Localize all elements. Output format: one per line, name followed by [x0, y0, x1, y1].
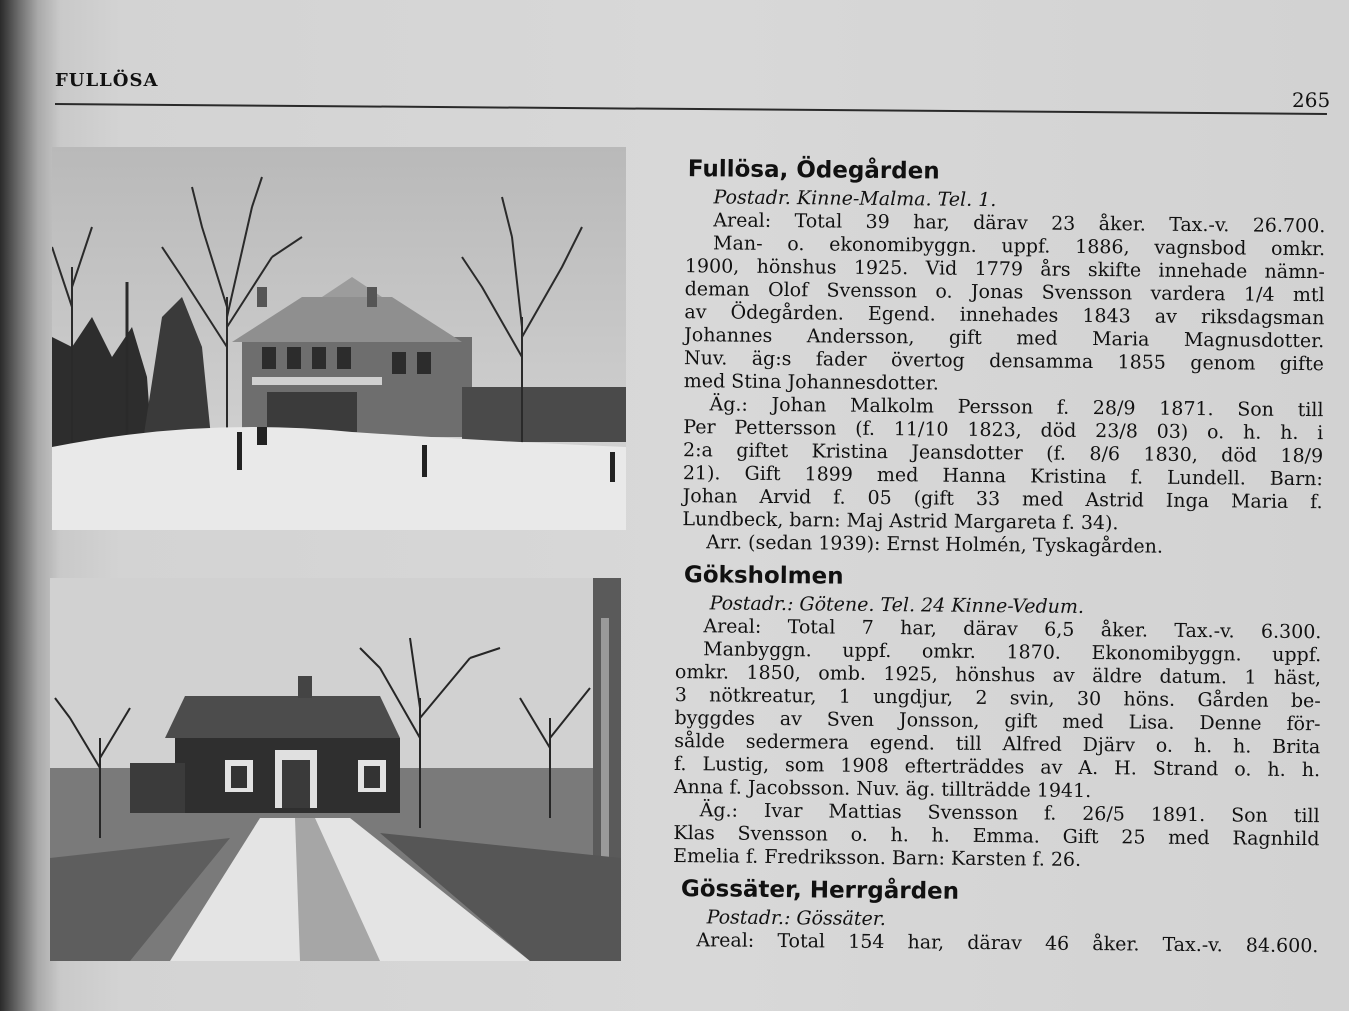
text-line: byggdes av Sven Jonsson, gift med Lisa. Denne för- — [674, 707, 1321, 736]
text-line: Arr. (sedan 1939): Ernst Holmén, Tyskagården. — [706, 531, 1164, 558]
text-line: av Ödegården. Egend. innehades 1843 av riksdagsman — [684, 301, 1325, 330]
text-line: 3 nötkreatur, 1 ungdjur, 2 svin, 30 höns. Gården be- — [674, 684, 1321, 713]
text-line: Per Pettersson (f. 11/10 1823, död 23/8 03) o. h. h. i — [683, 416, 1324, 445]
text-line: Emelia f. Fredriksson. Barn: Karsten f. 26. — [673, 845, 1082, 871]
photo-house-winter-image — [52, 147, 626, 530]
text-line: omkr. 1850, omb. 1925, hönshus av äldre datum. 1 häst, — [674, 661, 1322, 690]
entry-body — [673, 615, 1321, 874]
text-line: Areal: Total 154 har, därav 46 åker. Tax.-v. 84.600. — [696, 929, 1319, 958]
page-number: 265 — [1292, 88, 1331, 112]
text-column — [668, 150, 1326, 964]
entry-gossater-herrgarden — [668, 874, 1319, 958]
entry-body — [682, 209, 1325, 560]
text-line: Äg.: Ivar Mattias Svensson f. 26/5 1891. Son till — [699, 799, 1320, 828]
entry-postadr: Postadr.: Götene. Tel. 24 Kinne-Vedum. — [709, 592, 1085, 618]
entry-goksholmen — [669, 560, 1322, 874]
text-line: Klas Svensson o. h. h. Emma. Gift 25 med Ragnhild — [673, 822, 1320, 851]
text-line: f. Lustig, som 1908 efterträddes av A. H. Strand o. h. h. — [674, 753, 1321, 782]
text-line: Nuv. äg:s fader övertog densamma 1855 genom gifte — [683, 347, 1325, 376]
text-line: Äg.: Johan Malkolm Persson f. 28/9 1871. Son till — [709, 393, 1324, 422]
text-line: sålde sedermera egend. till Alfred Djärv o. h. h. Brita — [674, 730, 1321, 759]
entry-title: Fullösa, Ödegården — [687, 156, 940, 185]
entry-body — [668, 929, 1318, 958]
entry-postadr: Postadr. Kinne-Malma. Tel. 1. — [713, 186, 997, 212]
text-line: 2:a giftet Kristina Jeansdotter (f. 8/6 1830, död 18/9 — [683, 439, 1324, 468]
text-line: 21). Gift 1899 med Hanna Kristina f. Lundell. Barn: — [682, 462, 1323, 491]
entry-title: Göksholmen — [683, 562, 844, 590]
photo-cottage — [50, 578, 621, 961]
photo-cottage-image — [50, 578, 621, 961]
entry-title: Gössäter, Herrgården — [680, 876, 960, 905]
text-line: Anna f. Jacobsson. Nuv. äg. tillträdde 1941. — [673, 776, 1092, 803]
text-line: Areal: Total 7 har, därav 6,5 åker. Tax.-v. 6.300. — [703, 615, 1322, 644]
text-line: deman Olof Svensson o. Jonas Svensson vardera 1/4 mtl — [684, 278, 1325, 307]
text-line: 1900, hönshus 1925. Vid 1779 års skifte innehade nämn- — [684, 255, 1325, 284]
running-head: FULLÖSA — [55, 70, 159, 91]
text-line: Manbyggn. uppf. omkr. 1870. Ekonomibyggn. uppf. — [703, 638, 1322, 667]
header-rule — [55, 103, 1327, 115]
text-line: Lundbeck, barn: Maj Astrid Margareta f. 34). — [682, 508, 1119, 535]
entry-fullosa-odegarden — [672, 154, 1326, 560]
text-line: Man- o. ekonomibyggn. uppf. 1886, vagnsbod omkr. — [712, 232, 1326, 261]
text-line: Johan Arvid f. 05 (gift 33 med Astrid Inga Maria f. — [682, 485, 1323, 514]
entry-postadr: Postadr.: Gössäter. — [706, 906, 886, 931]
text-line: Johannes Andersson, gift med Maria Magnusdotter. — [684, 324, 1325, 353]
text-line: med Stina Johannesdotter. — [683, 370, 939, 395]
text-line: Areal: Total 39 har, därav 23 åker. Tax.-v. 26.700. — [713, 209, 1326, 238]
photo-house-winter — [52, 147, 626, 530]
